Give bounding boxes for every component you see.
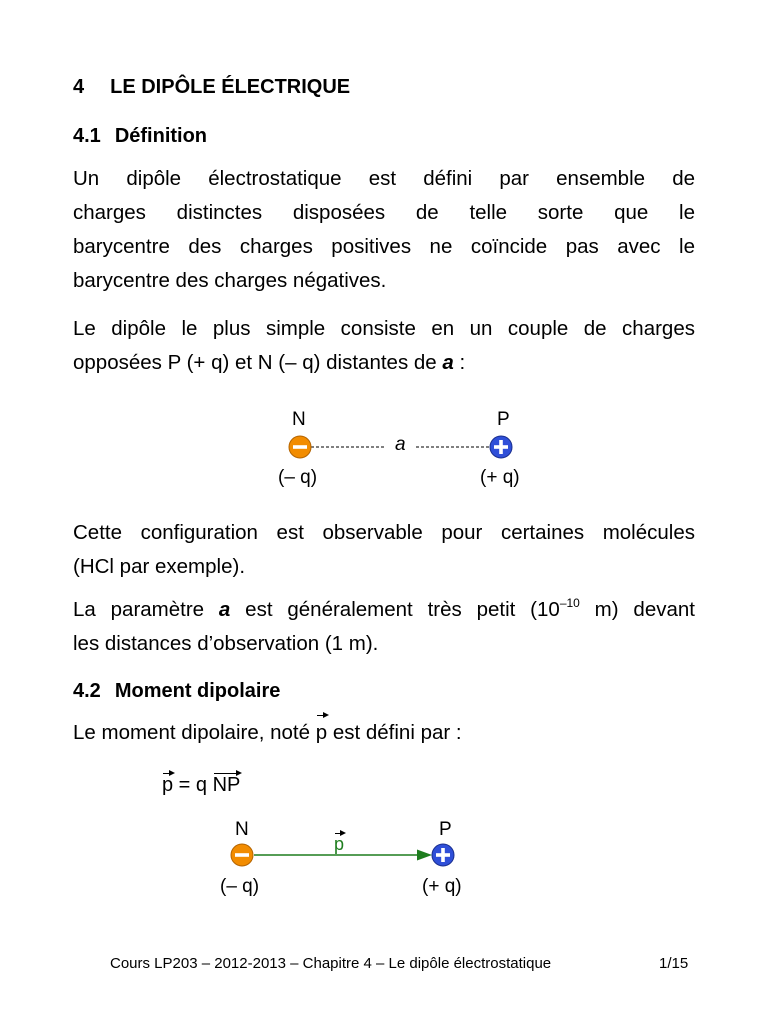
- subsection-heading-moment: [73, 680, 280, 703]
- paragraph-line: Un dipôle électrostatique est défini par ensemble de: [73, 167, 695, 190]
- section-title: LE DIPÔLE ÉLECTRIQUE: [110, 76, 351, 98]
- page-number: 1/15: [659, 955, 689, 972]
- n-label: N: [292, 409, 306, 430]
- positive-charge-icon: [432, 844, 454, 866]
- p-label: P: [497, 409, 510, 430]
- variable-a: a: [218, 598, 231, 621]
- paragraph-line: [73, 346, 695, 380]
- subsection-number: 4.1: [73, 125, 101, 147]
- parameter-paragraph: [73, 593, 695, 661]
- p-charge-label: (+ q): [422, 876, 462, 897]
- text-fragment: La paramètre: [73, 598, 219, 621]
- vector-p: p: [162, 774, 174, 796]
- positive-charge-icon: [490, 436, 512, 458]
- n-label: N: [235, 819, 249, 840]
- subsection-heading-definition: [73, 125, 207, 148]
- subsection-title: Définition: [114, 125, 208, 147]
- footer-course: Cours LP203 – 2012-2013 – Chapitre 4 – Le dipôle électrostatique: [110, 955, 552, 972]
- moment-definition-paragraph: [73, 716, 695, 750]
- paragraph-line: barycentre des charges négatives.: [73, 269, 387, 292]
- n-charge-label: (– q): [220, 876, 260, 897]
- paragraph-line: charges distinctes disposées de telle sorte que le: [73, 201, 695, 224]
- definition-paragraph: [73, 162, 695, 298]
- n-charge-label: (– q): [278, 467, 318, 488]
- p-charge-label: (+ q): [480, 467, 520, 488]
- text-fragment: Le moment dipolaire, noté: [73, 721, 316, 744]
- dipole-moment-equation: [162, 774, 240, 797]
- paragraph-line: barycentre des charges positives ne coïncide pas avec le: [73, 235, 695, 258]
- section-number: 4: [73, 76, 85, 98]
- equation-operator: = q: [173, 774, 213, 796]
- text-fragment: est généralement très petit (10: [230, 598, 560, 621]
- configuration-paragraph: [73, 516, 695, 584]
- subsection-number: 4.2: [73, 680, 101, 702]
- paragraph-line: (HCl par exemple).: [73, 555, 246, 578]
- section-heading: [73, 76, 350, 99]
- paragraph-line: [73, 716, 695, 750]
- text-fragment: est défini par :: [327, 721, 462, 744]
- negative-charge-icon: [289, 436, 311, 458]
- vector-p: p: [316, 716, 327, 750]
- paragraph-line: [73, 593, 695, 627]
- arrow-head-icon: [417, 850, 432, 861]
- vector-p-label: p: [334, 834, 345, 854]
- simple-dipole-paragraph: [73, 312, 695, 380]
- text-fragment: opposées P (+ q) et N (– q) distantes de: [73, 351, 443, 374]
- subsection-title: Moment dipolaire: [114, 680, 281, 702]
- text-fragment: :: [453, 351, 466, 374]
- text-fragment: m) devant: [579, 598, 695, 621]
- paragraph-line: Cette configuration est observable pour certaines molécules: [73, 521, 695, 544]
- negative-charge-icon: [231, 844, 253, 866]
- distance-a-label: a: [395, 434, 406, 455]
- p-label: P: [439, 819, 452, 840]
- variable-a: a: [442, 351, 454, 374]
- exponent: –10: [559, 596, 580, 610]
- paragraph-line: les distances d’observation (1 m).: [73, 632, 379, 655]
- dipole-diagram-2: [222, 841, 462, 871]
- paragraph-line: Le dipôle le plus simple consiste en un couple de charges: [73, 317, 695, 340]
- vector-np: NP: [212, 774, 241, 796]
